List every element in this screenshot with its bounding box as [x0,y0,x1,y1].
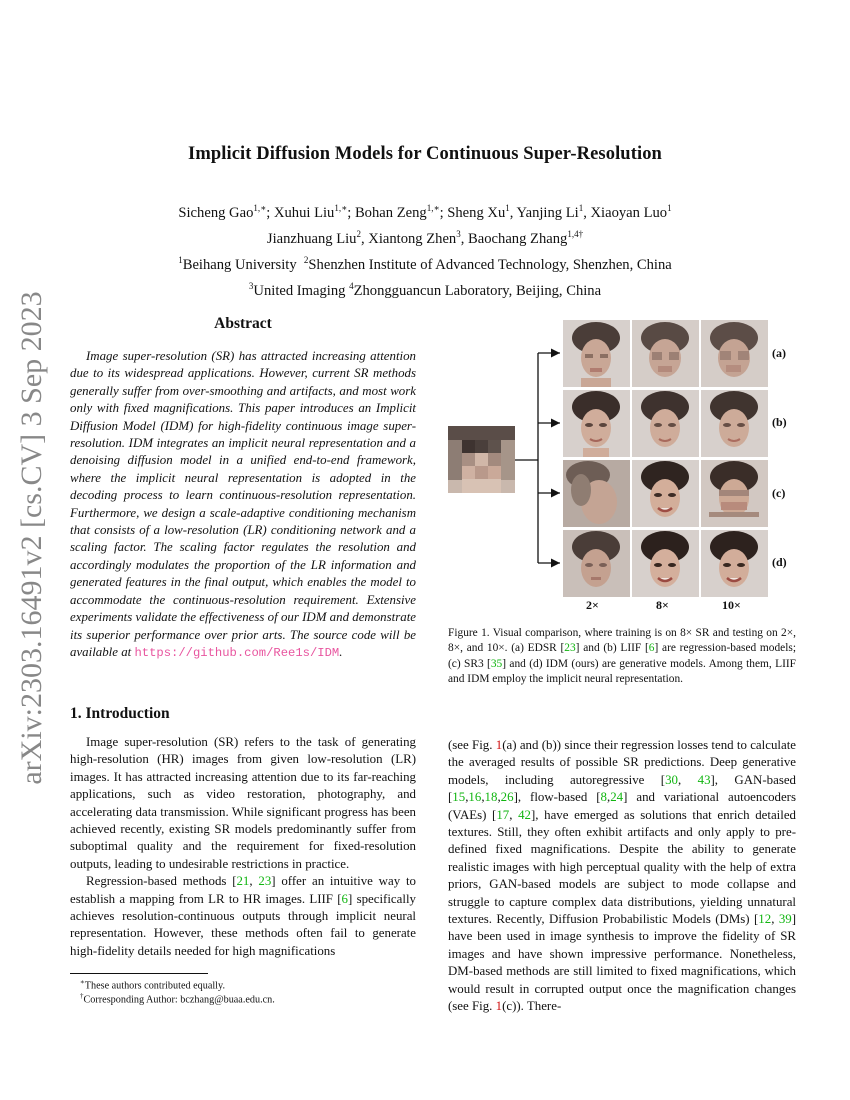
section-heading-introduction: 1. Introduction [70,705,170,722]
abstract-body: Image super-resolution (SR) has attracted increasing attention due to its widespread applications. However, current SR methods generally suffer from over-smoothing and artifacts, and most work only with fixed magnifications. This paper introduces an Implicit Diffusion Model (IDM) for high-fidelity continuous image super-resolution. IDM integrates an implicit neural representation and a denoising diffusion model in a unified end-to-end framework, where the implicit neural representation is adopted in the decoding process to learn continuous-resolution representation. Furthermore, we design a scale-adaptive conditioning mechanism that consists of a low-resolution (LR) conditioning network and a scaling factor. The scaling factor regulates the resolution and accordingly modulates the proportion of the LR information and generated features in the final output, which enables the model to accommodate the continuous-resolution requirement. Extensive experiments validate the effectiveness of our IDM and demonstrate its superior performance over prior arts. The source code will be available at https://github.com/Ree1s/IDM. [70,349,416,660]
author-name: Baochang Zhang [468,230,568,247]
col-label-8x: 8× [656,598,669,612]
citation-link[interactable]: 39 [778,912,792,927]
author-name: Xiantong Zhen [368,230,457,247]
source-code-link[interactable]: https://github.com/Ree1s/IDM [134,645,340,660]
citation-link[interactable]: 15 [452,790,466,805]
citation-link[interactable]: 43 [697,772,711,787]
row-label-d: (d) [772,555,787,569]
citation-link[interactable]: 42 [518,807,531,822]
result-c-10x [701,460,768,527]
abstract-heading: Abstract [214,315,272,332]
intro-paragraph-1: Image super-resolution (SR) refers to the task of generating high-resolution (HR) images from given low-resolution (LR) images. It has attracted increasing attention due to its far-reaching applications, such as video restoration, photography, and accelerating data transmission. While significant progress has been achieved recently, existing SR models predominantly suffer from suboptimal quality and the requirement for fixed-resolution outputs, leading to undesirable restrictions in practice. [70,735,416,871]
intro-paragraph-2: Regression-based methods [21, 23] offer an intuitive way to establish a mapping from LR to HR images. LIIF [6] specifically achieves resolution-continuous outputs through implicit neural representation. However, these methods often fail to generate high-fidelity details needed for high magnifications [70,874,416,958]
result-a-2x [563,320,630,387]
citation-link[interactable]: 26 [500,790,514,805]
footnote-2: †Corresponding Author: bczhang@buaa.edu.cn. [80,992,275,1006]
citation-link[interactable]: 6 [341,891,348,906]
author-line-1: Sicheng Gao$^{1,∗}$; Xuhui Liu$^{1,∗}$; Bohan Zeng$^{1,∗}$; Sheng Xu$^1$, Yanjing Li$^1$, Xiaoyan Luo$^1$ [178,203,672,221]
citation-link[interactable]: 18 [484,790,498,805]
citation-link[interactable]: 12 [758,912,772,927]
result-d-2x [563,530,630,597]
arxiv-side-stamp: arXiv:2303.16491v2 [cs.CV] 3 Sep 2023 [15,291,48,785]
citation-link[interactable]: 8 [600,790,607,805]
intro-left-column [70,734,416,960]
affiliation-line-2: $^3$United Imaging $^4$Zhongguancun Laboratory, Beijing, China [248,280,602,299]
author-name: Sheng Xu [447,204,506,221]
result-a-10x [701,320,768,387]
citation-link[interactable]: 23 [564,642,576,655]
figure-1 [446,318,796,614]
citation-link[interactable]: 30 [665,772,678,787]
figure-1-caption: Figure 1. Visual comparison, where training is on 8× SR and testing on 2×, 8×, and 10×. (a) EDSR [23] and (b) LIIF [6] are regression-based models; (c) SR3 [35] and (d) IDM (ours) are generative models. Among them, LIIF and IDM employ the implicit neural representation. [448,627,796,686]
citation-link[interactable]: 24 [610,790,624,805]
result-c-8x [632,460,699,527]
author-name: Xuhui Liu [273,204,335,221]
row-label-a: (a) [772,346,786,360]
author-name: Jianzhuang Liu [266,230,357,247]
result-b-10x [701,390,768,457]
citation-link[interactable]: 35 [490,657,503,670]
citation-link[interactable]: 6 [648,642,655,655]
figure-ref-link[interactable]: 1 [495,999,503,1014]
citation-link[interactable]: 21 [236,874,250,889]
result-d-8x [632,530,699,597]
author-name: Sicheng Gao [178,204,254,221]
col-label-10x: 10× [722,598,741,612]
citation-link[interactable]: 16 [468,790,482,805]
author-block [0,198,850,301]
result-c-2x [563,460,630,527]
affiliation-line-1: $^1$Beihang University $^2$Shenzhen Institute of Advanced Technology, Shenzhen, China [178,254,672,273]
figure-ref-link[interactable]: 1 [495,738,503,752]
paper-title: Implicit Diffusion Models for Continuous Super-Resolution [188,144,662,164]
result-b-2x [563,390,630,457]
result-a-8x [632,320,699,387]
result-d-10x [701,530,768,597]
citation-link[interactable]: 17 [496,807,510,822]
author-name: Yanjing Li [516,204,579,221]
author-line-2: Jianzhuang Liu$^2$, Xiantong Zhen$^3$, Baochang Zhang$^{1,4\dagger}$ [266,228,584,247]
lr-input-image [448,426,515,493]
row-label-c: (c) [772,486,786,500]
lr-face-pixels [448,426,515,493]
row-label-b: (b) [772,415,787,429]
author-name: Bohan Zeng [354,204,427,221]
footnote-1: ∗These authors contributed equally. [80,978,225,992]
author-name: Xiaoyan Luo [590,204,668,221]
citation-link[interactable]: 23 [258,874,272,889]
col-label-2x: 2× [586,598,599,612]
footnote-rule [70,973,208,974]
result-b-8x [632,390,699,457]
intro-paragraph-3: (see Fig. 1(a) and (b)) since their regression losses tend to calculate the averaged results of possible SR predictions. Deep generative models, including autoregressive [30, 43], GAN-based [15,16,18,26], flow-based [8,24] and variational autoencoders (VAEs) [17, 42], have emerged as solutions that enrich detailed textures. Still, they often exhibit artifacts and only apply to pre-defined fixed magnifications. Despite the ability to generate realistic images with high perceptual quality with the help of extra priors, GAN-based models are subject to mode collapse and struggle to capture complex data distributions, yielding unnatural textures. Recently, Diffusion Probabilistic Models (DMs) [12, 39] have been used in image synthesis to improve the fidelity of SR images and have shown impressive performance. Nonetheless, DM-based methods are still limited to fixed magnifications, which would result in corrupted output once the magnification changes (see Fig. 1(c)). There- [448,738,797,1014]
intro-right-column [448,737,796,1016]
